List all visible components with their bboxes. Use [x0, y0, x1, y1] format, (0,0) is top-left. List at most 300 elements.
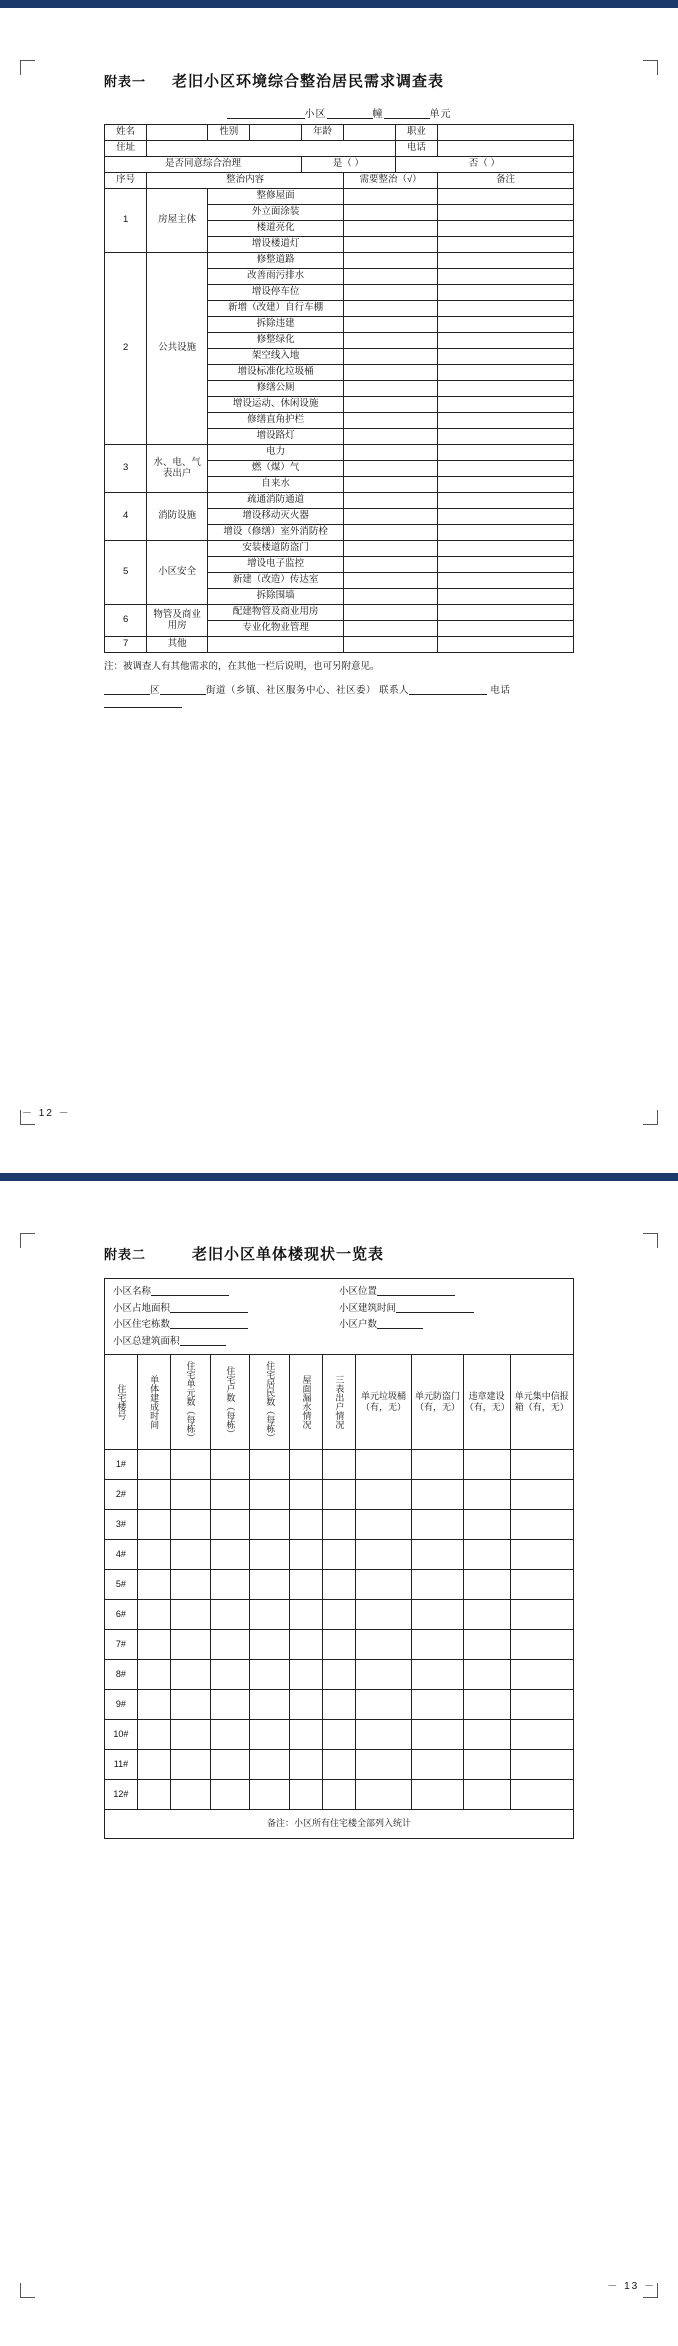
contact-seg-4: 电话 — [490, 685, 511, 697]
cell[interactable] — [463, 1719, 510, 1749]
cell[interactable] — [355, 1749, 411, 1779]
item-remark[interactable] — [437, 381, 573, 397]
item-label: 楼道亮化 — [208, 221, 344, 237]
cell[interactable] — [510, 1779, 573, 1809]
table-row — [105, 253, 574, 269]
blank-unit — [384, 107, 430, 119]
col-header-text: 住宅楼号 — [116, 1383, 127, 1420]
group-name-4: 消防设施 — [147, 493, 208, 541]
cell[interactable] — [137, 1449, 170, 1479]
item-need-checkbox[interactable] — [344, 525, 438, 541]
cell[interactable] — [412, 1629, 464, 1659]
survey-note: 注：被调查人有其他需求的，在其他一栏后说明，也可另附意见。 — [104, 661, 380, 672]
cell[interactable] — [250, 1779, 290, 1809]
col-header-mailbox: 单元集中信报箱（有，无） — [510, 1354, 573, 1449]
item-label: 配建物管及商业用房 — [208, 605, 344, 621]
cell[interactable] — [463, 1569, 510, 1599]
item-remark[interactable] — [437, 253, 573, 269]
cell[interactable] — [323, 1449, 356, 1479]
cell[interactable] — [170, 1449, 210, 1479]
cell-gender-value[interactable] — [250, 125, 302, 141]
cell-phone-value[interactable] — [437, 141, 573, 157]
cell[interactable] — [170, 1749, 210, 1779]
cell[interactable] — [210, 1629, 250, 1659]
item-label: 自来水 — [208, 477, 344, 493]
item-remark[interactable] — [437, 637, 573, 653]
row-label: 11# — [105, 1749, 138, 1779]
info-build-time — [339, 1301, 565, 1317]
item-remark[interactable] — [437, 509, 573, 525]
item-need-checkbox[interactable] — [344, 637, 438, 653]
col-header-unit-count — [170, 1354, 210, 1449]
cell[interactable] — [412, 1749, 464, 1779]
cell[interactable] — [210, 1479, 250, 1509]
item-need-checkbox[interactable] — [344, 429, 438, 445]
contact-seg-3: 联系人 — [379, 685, 410, 697]
table-row — [105, 1509, 574, 1539]
cell[interactable] — [510, 1539, 573, 1569]
cell[interactable] — [355, 1629, 411, 1659]
table-row — [105, 1749, 574, 1779]
item-need-checkbox[interactable] — [344, 589, 438, 605]
cell[interactable] — [290, 1689, 323, 1719]
cell[interactable] — [323, 1689, 356, 1719]
cell[interactable] — [463, 1689, 510, 1719]
cell[interactable] — [137, 1749, 170, 1779]
item-remark[interactable] — [437, 333, 573, 349]
item-remark[interactable] — [437, 349, 573, 365]
item-label: 增设电子监控 — [208, 557, 344, 573]
cell[interactable] — [510, 1569, 573, 1599]
document-page-2 — [0, 1173, 678, 2346]
item-remark[interactable] — [437, 269, 573, 285]
group-no-2: 2 — [105, 253, 147, 445]
item-label: 增设（修缮）室外消防栓 — [208, 525, 344, 541]
table-row — [105, 445, 574, 461]
cell[interactable] — [290, 1479, 323, 1509]
cell[interactable] — [290, 1659, 323, 1689]
item-remark[interactable] — [437, 557, 573, 573]
row-label: 3# — [105, 1509, 138, 1539]
item-label: 增设运动、休闲设施 — [208, 397, 344, 413]
crop-mark-top-right — [643, 60, 658, 75]
cell[interactable] — [412, 1509, 464, 1539]
col-header-building-no — [105, 1354, 138, 1449]
cell[interactable] — [323, 1749, 356, 1779]
item-remark[interactable] — [437, 285, 573, 301]
cell[interactable] — [170, 1779, 210, 1809]
blank-contact-phone[interactable] — [104, 696, 182, 708]
info-blank[interactable] — [170, 1317, 248, 1329]
table-row — [105, 125, 574, 141]
cell[interactable] — [170, 1569, 210, 1599]
item-label: 安装楼道防盗门 — [208, 541, 344, 557]
cell-name-label: 姓名 — [105, 125, 147, 141]
item-need-checkbox[interactable] — [344, 317, 438, 333]
cell[interactable] — [137, 1689, 170, 1719]
item-need-checkbox[interactable] — [344, 621, 438, 637]
cell[interactable] — [412, 1689, 464, 1719]
cell[interactable] — [355, 1509, 411, 1539]
page-1-title-row — [104, 70, 574, 91]
cell[interactable] — [323, 1569, 356, 1599]
info-blank[interactable] — [377, 1284, 455, 1296]
item-remark[interactable] — [437, 221, 573, 237]
cell[interactable] — [323, 1479, 356, 1509]
cell[interactable] — [210, 1719, 250, 1749]
item-label: 增设停车位 — [208, 285, 344, 301]
cell[interactable] — [250, 1599, 290, 1629]
cell[interactable] — [355, 1719, 411, 1749]
col-header-household-count — [210, 1354, 250, 1449]
cell[interactable] — [463, 1749, 510, 1779]
cell[interactable] — [290, 1449, 323, 1479]
row-label: 2# — [105, 1479, 138, 1509]
item-remark[interactable] — [437, 189, 573, 205]
cell[interactable] — [250, 1479, 290, 1509]
item-remark[interactable] — [437, 573, 573, 589]
cell[interactable] — [170, 1719, 210, 1749]
contact-seg-1: 区 — [150, 685, 161, 697]
cell[interactable] — [510, 1749, 573, 1779]
item-remark[interactable] — [437, 365, 573, 381]
cell-job-label: 职业 — [395, 125, 437, 141]
cell[interactable] — [510, 1689, 573, 1719]
item-label: 修缮直角护栏 — [208, 413, 344, 429]
info-blank[interactable] — [396, 1301, 474, 1313]
crop-mark-top-left — [20, 60, 35, 75]
item-remark[interactable] — [437, 589, 573, 605]
cell-gender-label: 性别 — [208, 125, 250, 141]
group-no-1: 1 — [105, 189, 147, 253]
info-label: 小区总建筑面积 — [113, 1336, 180, 1348]
cell[interactable] — [510, 1599, 573, 1629]
table-row — [105, 1599, 574, 1629]
col-header-content: 整治内容 — [147, 173, 344, 189]
item-label: 架空线入地 — [208, 349, 344, 365]
page-top-band-2 — [0, 1173, 678, 1181]
cell[interactable] — [170, 1509, 210, 1539]
table-row — [105, 157, 574, 173]
item-label: 电力 — [208, 445, 344, 461]
consent-yes[interactable]: 是（ ） — [301, 157, 395, 173]
item-need-checkbox[interactable] — [344, 605, 438, 621]
item-need-checkbox[interactable] — [344, 493, 438, 509]
consent-label: 是否同意综合治理 — [105, 157, 302, 173]
item-remark[interactable] — [437, 477, 573, 493]
item-remark[interactable] — [437, 445, 573, 461]
item-label: 修整绿化 — [208, 333, 344, 349]
cell[interactable] — [323, 1539, 356, 1569]
item-label: 增设楼道灯 — [208, 237, 344, 253]
cell[interactable] — [355, 1569, 411, 1599]
cell[interactable] — [137, 1629, 170, 1659]
item-need-checkbox[interactable] — [344, 301, 438, 317]
item-need-checkbox[interactable] — [344, 285, 438, 301]
cell[interactable] — [210, 1779, 250, 1809]
cell[interactable] — [137, 1479, 170, 1509]
contact-seg-2: 街道（乡镇、社区服务中心、社区委） — [206, 685, 377, 697]
table-row — [105, 1569, 574, 1599]
item-remark[interactable] — [437, 621, 573, 637]
cell[interactable] — [137, 1569, 170, 1599]
cell[interactable] — [250, 1719, 290, 1749]
cell[interactable] — [137, 1719, 170, 1749]
cell[interactable] — [250, 1449, 290, 1479]
col-header-text: 住宅户数（每栋） — [225, 1365, 236, 1438]
group-name-5: 小区安全 — [147, 541, 208, 605]
item-need-checkbox[interactable] — [344, 189, 438, 205]
cell[interactable] — [510, 1629, 573, 1659]
info-blank[interactable] — [180, 1334, 226, 1346]
item-need-checkbox[interactable] — [344, 477, 438, 493]
cell[interactable] — [323, 1629, 356, 1659]
item-need-checkbox[interactable] — [344, 557, 438, 573]
col-header-need: 需要整治（√） — [344, 173, 438, 189]
cell[interactable] — [210, 1749, 250, 1779]
item-remark[interactable] — [437, 413, 573, 429]
cell[interactable] — [210, 1599, 250, 1629]
blank-street[interactable] — [160, 683, 206, 695]
page-title-1: 老旧小区环境综合整治居民需求调查表 — [172, 73, 445, 90]
group-name-2: 公共设施 — [147, 253, 208, 445]
info-label: 小区建筑时间 — [339, 1302, 397, 1314]
item-remark[interactable] — [437, 205, 573, 221]
cell[interactable] — [170, 1629, 210, 1659]
cell[interactable] — [250, 1569, 290, 1599]
item-remark[interactable] — [437, 429, 573, 445]
item-need-checkbox[interactable] — [344, 269, 438, 285]
item-need-checkbox[interactable] — [344, 445, 438, 461]
item-need-checkbox[interactable] — [344, 333, 438, 349]
table-footnote-row — [105, 1809, 574, 1838]
contact-line — [104, 682, 574, 709]
row-label: 1# — [105, 1449, 138, 1479]
consent-no[interactable]: 否（ ） — [395, 157, 573, 173]
group-name-3: 水、电、气表出户 — [147, 445, 208, 493]
cell[interactable] — [290, 1599, 323, 1629]
cell[interactable] — [210, 1539, 250, 1569]
col-header-build-time — [137, 1354, 170, 1449]
cell-age-value[interactable] — [344, 125, 396, 141]
item-label: 燃（煤）气 — [208, 461, 344, 477]
item-remark[interactable] — [437, 317, 573, 333]
info-community-name — [113, 1284, 339, 1300]
cell[interactable] — [510, 1449, 573, 1479]
cell[interactable] — [290, 1719, 323, 1749]
cell[interactable] — [412, 1719, 464, 1749]
col-header-resident-count — [250, 1354, 290, 1449]
col-header-roof-leak — [290, 1354, 323, 1449]
item-need-checkbox[interactable] — [344, 253, 438, 269]
cell-job-value[interactable] — [437, 125, 573, 141]
cell[interactable] — [323, 1719, 356, 1749]
cell[interactable] — [323, 1599, 356, 1629]
page-1-content — [104, 8, 574, 709]
group-no-6: 6 — [105, 605, 147, 637]
cell[interactable] — [355, 1659, 411, 1689]
item-label: 拆除违建 — [208, 317, 344, 333]
col-header-remark: 备注 — [437, 173, 573, 189]
cell[interactable] — [355, 1479, 411, 1509]
item-need-checkbox[interactable] — [344, 365, 438, 381]
cell[interactable] — [323, 1659, 356, 1689]
cell[interactable] — [210, 1449, 250, 1479]
cell[interactable] — [412, 1569, 464, 1599]
subline-unit-label: 单元 — [429, 109, 452, 120]
cell[interactable] — [250, 1509, 290, 1539]
group-no-7: 7 — [105, 637, 147, 653]
cell[interactable] — [323, 1509, 356, 1539]
cell[interactable] — [290, 1749, 323, 1779]
cell[interactable] — [463, 1449, 510, 1479]
item-need-checkbox[interactable] — [344, 461, 438, 477]
cell[interactable] — [170, 1539, 210, 1569]
cell[interactable] — [210, 1659, 250, 1689]
cell[interactable] — [463, 1509, 510, 1539]
cell[interactable] — [170, 1659, 210, 1689]
item-remark[interactable] — [437, 493, 573, 509]
item-need-checkbox[interactable] — [344, 509, 438, 525]
cell[interactable] — [210, 1509, 250, 1539]
table-row — [105, 1689, 574, 1719]
cell[interactable] — [412, 1599, 464, 1629]
col-header-text: 单体建成时间 — [149, 1374, 160, 1429]
community-subline — [104, 105, 574, 120]
cell[interactable] — [250, 1629, 290, 1659]
item-need-checkbox[interactable] — [344, 349, 438, 365]
cell[interactable] — [463, 1659, 510, 1689]
cell-name-value[interactable] — [147, 125, 208, 141]
row-label: 6# — [105, 1599, 138, 1629]
cell[interactable] — [137, 1539, 170, 1569]
info-label: 小区位置 — [339, 1286, 378, 1297]
cell[interactable] — [290, 1569, 323, 1599]
info-blank[interactable] — [151, 1284, 229, 1296]
cell[interactable] — [510, 1509, 573, 1539]
item-remark[interactable] — [437, 461, 573, 477]
cell-phone-label: 电话 — [395, 141, 437, 157]
table-row — [105, 1719, 574, 1749]
col-header-unit-door: 单元防盗门（有，无） — [412, 1354, 464, 1449]
cell[interactable] — [170, 1479, 210, 1509]
cell[interactable] — [290, 1629, 323, 1659]
item-need-checkbox[interactable] — [344, 221, 438, 237]
cell[interactable] — [510, 1659, 573, 1689]
table-row — [105, 141, 574, 157]
info-blank[interactable] — [377, 1317, 423, 1329]
blank-contact-person[interactable] — [409, 683, 487, 695]
subline-building-label: 幢 — [372, 109, 384, 120]
row-label: 4# — [105, 1539, 138, 1569]
survey-table — [104, 124, 574, 653]
cell[interactable] — [170, 1599, 210, 1629]
table-row — [105, 1659, 574, 1689]
item-label-other[interactable] — [208, 637, 344, 653]
item-need-checkbox[interactable] — [344, 237, 438, 253]
cell[interactable] — [210, 1569, 250, 1599]
item-need-checkbox[interactable] — [344, 541, 438, 557]
cell[interactable] — [323, 1779, 356, 1809]
cell[interactable] — [355, 1689, 411, 1719]
cell-address-value[interactable] — [147, 141, 396, 157]
table-row — [105, 189, 574, 205]
table-row — [105, 637, 574, 653]
cell[interactable] — [290, 1539, 323, 1569]
cell[interactable] — [463, 1599, 510, 1629]
cell[interactable] — [463, 1479, 510, 1509]
item-remark[interactable] — [437, 301, 573, 317]
group-no-5: 5 — [105, 541, 147, 605]
cell[interactable] — [510, 1479, 573, 1509]
item-label: 拆除围墙 — [208, 589, 344, 605]
item-need-checkbox[interactable] — [344, 205, 438, 221]
group-name-1: 房屋主体 — [147, 189, 208, 253]
cell[interactable] — [463, 1539, 510, 1569]
item-need-checkbox[interactable] — [344, 381, 438, 397]
cell[interactable] — [355, 1599, 411, 1629]
item-remark[interactable] — [437, 605, 573, 621]
cell[interactable] — [250, 1539, 290, 1569]
item-need-checkbox[interactable] — [344, 573, 438, 589]
item-need-checkbox[interactable] — [344, 413, 438, 429]
item-label: 增设路灯 — [208, 429, 344, 445]
info-community-location — [339, 1284, 565, 1300]
cell[interactable] — [355, 1449, 411, 1479]
cell[interactable] — [250, 1749, 290, 1779]
item-remark[interactable] — [437, 525, 573, 541]
item-label: 整修屋面 — [208, 189, 344, 205]
subline-community-label: 小区 — [304, 109, 327, 120]
item-label: 专业化物业管理 — [208, 621, 344, 637]
row-label: 5# — [105, 1569, 138, 1599]
cell[interactable] — [290, 1779, 323, 1809]
cell[interactable] — [510, 1719, 573, 1749]
row-label: 10# — [105, 1719, 138, 1749]
cell[interactable] — [290, 1509, 323, 1539]
page-2-title-row — [104, 1243, 574, 1264]
cell[interactable] — [250, 1689, 290, 1719]
cell[interactable] — [412, 1479, 464, 1509]
cell[interactable] — [210, 1689, 250, 1719]
cell[interactable] — [412, 1539, 464, 1569]
cell[interactable] — [137, 1659, 170, 1689]
cell[interactable] — [412, 1779, 464, 1809]
cell[interactable] — [355, 1539, 411, 1569]
blank-district[interactable] — [104, 683, 150, 695]
item-need-checkbox[interactable] — [344, 397, 438, 413]
cell[interactable] — [463, 1779, 510, 1809]
cell[interactable] — [355, 1779, 411, 1809]
item-remark[interactable] — [437, 237, 573, 253]
cell[interactable] — [412, 1449, 464, 1479]
item-remark[interactable] — [437, 541, 573, 557]
cell[interactable] — [463, 1629, 510, 1659]
item-remark[interactable] — [437, 397, 573, 413]
cell[interactable] — [250, 1659, 290, 1689]
cell[interactable] — [137, 1779, 170, 1809]
cell[interactable] — [137, 1599, 170, 1629]
crop-mark-bottom-right — [643, 1110, 658, 1125]
info-household-count — [339, 1317, 565, 1333]
cell[interactable] — [170, 1689, 210, 1719]
cell[interactable] — [412, 1659, 464, 1689]
col-header-three-meters — [323, 1354, 356, 1449]
info-blank[interactable] — [170, 1301, 248, 1313]
item-label: 增设移动灭火器 — [208, 509, 344, 525]
item-label: 增设标准化垃圾桶 — [208, 365, 344, 381]
cell[interactable] — [137, 1509, 170, 1539]
